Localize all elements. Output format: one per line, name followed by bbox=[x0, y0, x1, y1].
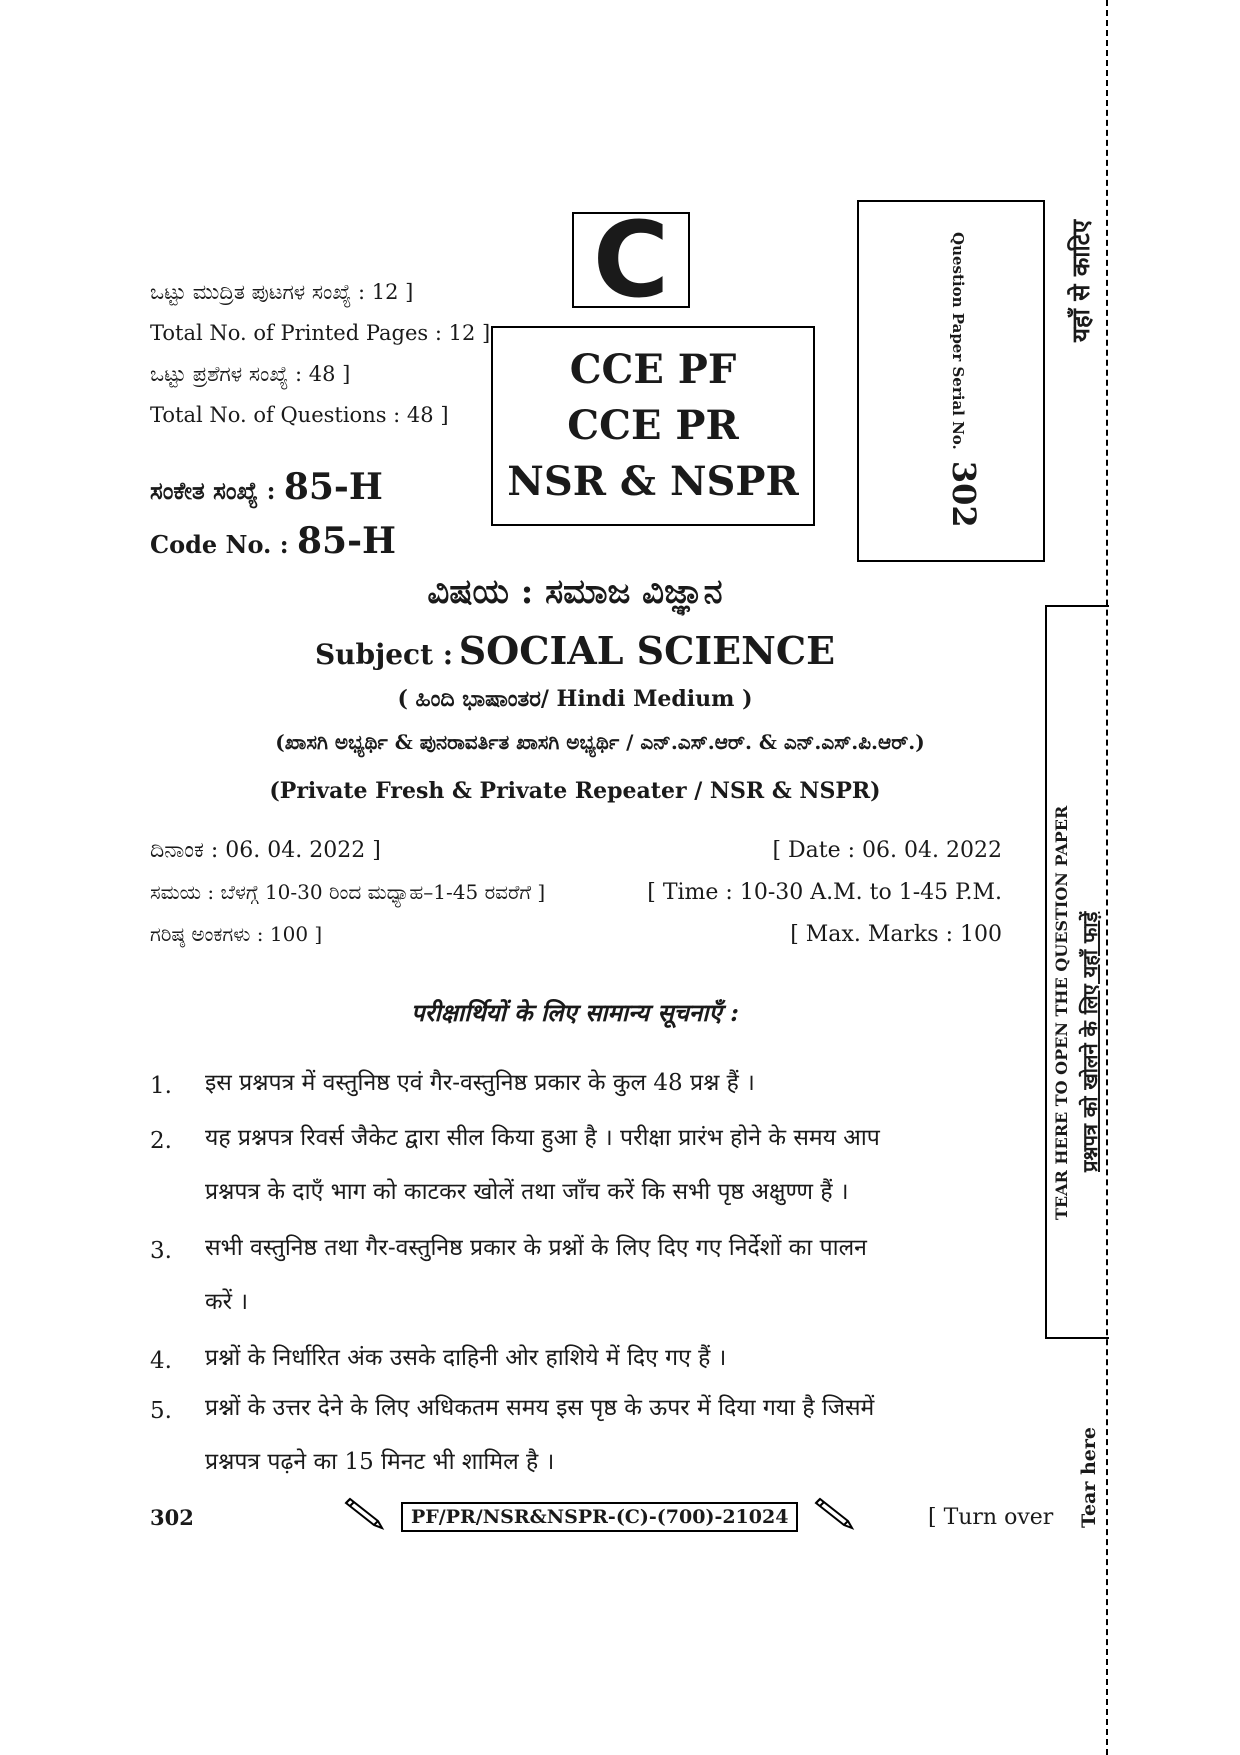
footer-code: PF/PR/NSR&NSPR-(C)-(700)-21024 bbox=[401, 1502, 798, 1532]
printed-pages-kn: ಒಟ್ಟು ಮುದ್ರಿತ ಪುಟಗಳ ಸಂಖ್ಯೆ : 12 ] bbox=[150, 280, 414, 304]
instruction-line: सभी वस्तुनिष्ठ तथा गैर-वस्तुनिष्ठ प्रकार के प्रश्नों के लिए दिए गए निर्देशों का पालन bbox=[205, 1235, 867, 1261]
serial-label: Question Paper Serial No. bbox=[949, 232, 967, 450]
instruction-number: 5. bbox=[150, 1398, 172, 1424]
printed-pages-en: Total No. of Printed Pages : 12 ] bbox=[150, 321, 491, 345]
max-marks-kn: ಗರಿಷ್ಠ ಅಂಕಗಳು : 100 ] bbox=[150, 922, 323, 946]
code-number-en bbox=[150, 520, 396, 562]
pencil-icon bbox=[812, 1497, 856, 1533]
version-letter: C bbox=[592, 199, 670, 321]
code-kn-label: ಸಂಕೇತ ಸಂಖ್ಯೆ : bbox=[150, 476, 276, 505]
serial-value: 302 bbox=[945, 460, 983, 528]
date-en: [ Date : 06. 04. 2022 bbox=[772, 838, 1002, 863]
medium-line: ( ಹಿಂದಿ ಭಾಷಾಂತರ/ Hindi Medium ) bbox=[397, 686, 753, 712]
pencil-icon bbox=[342, 1497, 386, 1533]
cut-here-label: यहाँ से काटिए bbox=[1066, 219, 1095, 342]
instruction-number: 3. bbox=[150, 1238, 172, 1264]
candidates-kn: (ಖಾಸಗಿ ಅಭ್ಯರ್ಥಿ & ಪುನರಾವರ್ತಿತ ಖಾಸಗಿ ಅಭ್ಯರ್ಥಿ / ಎನ್.ಎಸ್.ಆರ್. & ಎನ್.ಎಸ್.ಪಿ.ಆರ್.) bbox=[275, 730, 925, 754]
instruction-line: प्रश्नों के निर्धारित अंक उसके दाहिनी ओर हाशिये में दिए गए हैं । bbox=[205, 1345, 727, 1371]
subject-en bbox=[150, 628, 1000, 673]
instruction-line: प्रश्नपत्र के दाएँ भाग को काटकर खोलें तथा जाँच करें कि सभी पृष्ठ अक्षुण्ण हैं । bbox=[205, 1179, 849, 1205]
exam-type-line: NSR & NSPR bbox=[507, 458, 799, 505]
instruction-number: 4. bbox=[150, 1348, 172, 1374]
exam-type-box bbox=[491, 326, 815, 526]
tear-panel-hi: प्रश्नपत्र को खोलने के लिए यहाँ फाड़ें bbox=[1078, 911, 1102, 1172]
subject-label: Subject : bbox=[314, 638, 454, 671]
code-en-value: 85-H bbox=[296, 520, 397, 562]
time-kn: ಸಮಯ : ಬೆಳಗ್ಗೆ 10-30 ರಿಂದ ಮಧ್ಯಾಹ–1-45 ರವರೆಗೆ ] bbox=[150, 880, 546, 904]
serial-number bbox=[945, 232, 983, 528]
footer-page-number: 302 bbox=[150, 1505, 194, 1530]
instruction-line: करें । bbox=[205, 1289, 249, 1315]
turn-over-label: [ Turn over bbox=[928, 1505, 1054, 1530]
instruction-number: 2. bbox=[150, 1128, 172, 1154]
subject-value: SOCIAL SCIENCE bbox=[458, 628, 836, 673]
time-en: [ Time : 10-30 A.M. to 1-45 P.M. bbox=[647, 880, 1002, 905]
tear-panel-en: TEAR HERE TO OPEN THE QUESTION PAPER bbox=[1052, 805, 1071, 1220]
exam-type-line: CCE PF bbox=[569, 346, 737, 393]
code-kn-value: 85-H bbox=[283, 466, 383, 508]
instruction-number: 1. bbox=[150, 1073, 172, 1099]
serial-number-box bbox=[857, 200, 1045, 562]
instruction-line: इस प्रश्नपत्र में वस्तुनिष्ठ एवं गैर-वस्तुनिष्ठ प्रकार के कुल 48 प्रश्न हैं । bbox=[205, 1070, 755, 1096]
tear-line bbox=[1106, 0, 1108, 1755]
instruction-line: प्रश्नों के उत्तर देने के लिए अधिकतम समय इस पृष्ठ के ऊपर में दिया गया है जिसमें bbox=[205, 1395, 875, 1421]
candidates-en: (Private Fresh & Private Repeater / NSR & NSPR) bbox=[269, 778, 881, 804]
code-en-label: Code No. : bbox=[150, 530, 289, 559]
version-letter-box bbox=[572, 199, 690, 321]
date-kn: ದಿನಾಂಕ : 06. 04. 2022 ] bbox=[150, 838, 381, 863]
subject-kn: ವಿಷಯ : ಸಮಾಜ ವಿಜ್ಞಾನ bbox=[427, 572, 723, 612]
instructions-heading: परीक्षार्थियों के लिए सामान्य सूचनाएँ : bbox=[411, 998, 739, 1027]
questions-count-en: Total No. of Questions : 48 ] bbox=[150, 403, 449, 427]
exam-type-line: CCE PR bbox=[567, 402, 739, 449]
instruction-line: यह प्रश्नपत्र रिवर्स जैकेट द्वारा सील किया हुआ है । परीक्षा प्रारंभ होने के समय आप bbox=[205, 1125, 880, 1151]
max-marks-en: [ Max. Marks : 100 bbox=[790, 922, 1002, 947]
instruction-line: प्रश्नपत्र पढ़ने का 15 मिनट भी शामिल है । bbox=[205, 1449, 555, 1475]
code-number-kn bbox=[150, 466, 383, 508]
questions-count-kn: ಒಟ್ಟು ಪ್ರಶೆಗಳ ಸಂಖ್ಯೆ : 48 ] bbox=[150, 362, 351, 386]
tear-here-label: Tear here bbox=[1078, 1427, 1100, 1528]
